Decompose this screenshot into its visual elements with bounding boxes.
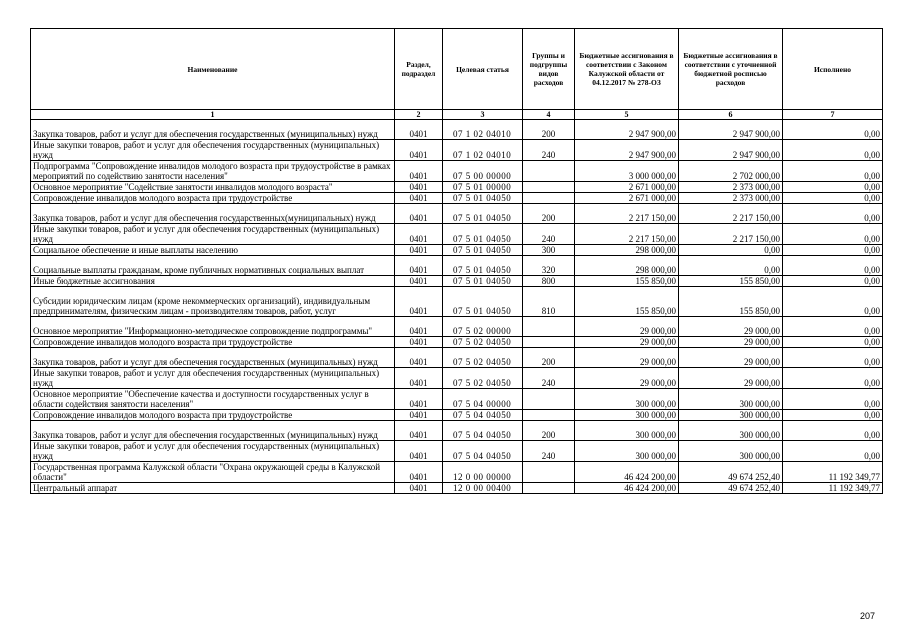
row-executed-cell: 0,00 (783, 317, 883, 337)
budget-execution-table (30, 28, 883, 494)
row-section-cell: 0401 (395, 287, 443, 317)
row-section-cell: 0401 (395, 317, 443, 337)
row-refined-allocation-cell: 2 373 000,00 (679, 182, 783, 193)
row-section-cell: 0401 (395, 483, 443, 494)
row-executed-cell: 0,00 (783, 140, 883, 161)
row-expense-group-cell: 320 (523, 256, 575, 276)
row-expense-group-cell: 200 (523, 421, 575, 441)
column-number: 7 (783, 110, 883, 120)
row-name-cell: Иные закупки товаров, работ и услуг для обеспечения государственных (муниципальных) нужд (31, 368, 395, 389)
row-law-allocation-cell: 2 217 150,00 (575, 204, 679, 224)
header-section: Раздел, подраздел (395, 29, 443, 110)
row-law-allocation-cell: 300 000,00 (575, 410, 679, 421)
row-section-cell: 0401 (395, 224, 443, 245)
row-executed-cell: 0,00 (783, 410, 883, 421)
table-row (31, 256, 883, 276)
row-target-article-cell: 07 5 00 00000 (443, 161, 523, 182)
row-executed-cell: 11 192 349,77 (783, 483, 883, 494)
row-target-article-cell: 07 5 01 04050 (443, 224, 523, 245)
table-row (31, 410, 883, 421)
row-section-cell: 0401 (395, 182, 443, 193)
row-target-article-cell: 07 5 04 00000 (443, 389, 523, 410)
row-name-cell: Иные закупки товаров, работ и услуг для обеспечения государственных (муниципальных) нужд (31, 441, 395, 462)
table-row (31, 368, 883, 389)
row-executed-cell: 11 192 349,77 (783, 462, 883, 483)
row-target-article-cell: 07 5 01 04050 (443, 287, 523, 317)
table-row (31, 483, 883, 494)
row-expense-group-cell (523, 193, 575, 204)
row-refined-allocation-cell: 155 850,00 (679, 276, 783, 287)
row-name-cell: Подпрограмма "Сопровождение инвалидов молодого возраста при трудоустройстве в рамках мероприятий по содействию занятости населения" (31, 161, 395, 182)
row-name-cell: Закупка товаров, работ и услуг для обеспечения государственных (муниципальных) нужд (31, 421, 395, 441)
row-name-cell: Сопровождение инвалидов молодого возраста при трудоустройстве (31, 193, 395, 204)
row-executed-cell: 0,00 (783, 245, 883, 256)
table-row (31, 421, 883, 441)
row-name-cell: Иные закупки товаров, работ и услуг для обеспечения государственных (муниципальных) нужд (31, 224, 395, 245)
row-executed-cell: 0,00 (783, 193, 883, 204)
row-law-allocation-cell: 2 671 000,00 (575, 193, 679, 204)
row-target-article-cell: 07 1 02 04010 (443, 120, 523, 140)
row-target-article-cell: 07 5 01 04050 (443, 276, 523, 287)
row-expense-group-cell: 200 (523, 120, 575, 140)
row-target-article-cell: 12 0 00 00400 (443, 483, 523, 494)
row-refined-allocation-cell: 300 000,00 (679, 441, 783, 462)
column-number: 5 (575, 110, 679, 120)
row-target-article-cell: 07 5 04 04050 (443, 410, 523, 421)
row-name-cell: Сопровождение инвалидов молодого возраста при трудоустройстве (31, 337, 395, 348)
row-target-article-cell: 07 5 01 04050 (443, 204, 523, 224)
header-name: Наименование (31, 29, 395, 110)
row-law-allocation-cell: 2 217 150,00 (575, 224, 679, 245)
row-law-allocation-cell: 2 947 900,00 (575, 120, 679, 140)
row-section-cell: 0401 (395, 389, 443, 410)
header-law-allocation: Бюджетные ассигнования в соответствии с Законом Калужской области от 04.12.2017 № 278-ОЗ (575, 29, 679, 110)
column-number: 3 (443, 110, 523, 120)
row-section-cell: 0401 (395, 161, 443, 182)
row-section-cell: 0401 (395, 140, 443, 161)
table-row (31, 348, 883, 368)
row-executed-cell: 0,00 (783, 287, 883, 317)
row-executed-cell: 0,00 (783, 441, 883, 462)
budget-table-sheet (30, 28, 882, 494)
row-executed-cell: 0,00 (783, 120, 883, 140)
row-refined-allocation-cell: 2 217 150,00 (679, 224, 783, 245)
table-body (31, 120, 883, 494)
row-executed-cell: 0,00 (783, 204, 883, 224)
header-executed: Исполнено (783, 29, 883, 110)
row-name-cell: Основное мероприятие "Содействие занятости инвалидов молодого возраста" (31, 182, 395, 193)
row-expense-group-cell: 240 (523, 140, 575, 161)
row-section-cell: 0401 (395, 245, 443, 256)
row-refined-allocation-cell: 0,00 (679, 256, 783, 276)
table-row (31, 389, 883, 410)
header-target-article: Целевая статья (443, 29, 523, 110)
row-target-article-cell: 07 5 02 04050 (443, 368, 523, 389)
row-name-cell: Иные бюджетные ассигнования (31, 276, 395, 287)
row-name-cell: Закупка товаров, работ и услуг для обеспечения государственных (муниципальных) нужд (31, 348, 395, 368)
table-row (31, 276, 883, 287)
row-law-allocation-cell: 298 000,00 (575, 245, 679, 256)
row-expense-group-cell (523, 317, 575, 337)
row-expense-group-cell: 240 (523, 224, 575, 245)
row-law-allocation-cell: 298 000,00 (575, 256, 679, 276)
row-refined-allocation-cell: 29 000,00 (679, 368, 783, 389)
row-expense-group-cell (523, 410, 575, 421)
row-law-allocation-cell: 29 000,00 (575, 368, 679, 389)
row-name-cell: Закупка товаров, работ и услуг для обеспечения государственных (муниципальных) нужд (31, 120, 395, 140)
header-row (31, 29, 883, 110)
table-row (31, 441, 883, 462)
row-refined-allocation-cell: 29 000,00 (679, 317, 783, 337)
table-row (31, 204, 883, 224)
row-target-article-cell: 07 5 02 04050 (443, 337, 523, 348)
table-row (31, 245, 883, 256)
column-number: 2 (395, 110, 443, 120)
row-refined-allocation-cell: 2 702 000,00 (679, 161, 783, 182)
row-target-article-cell: 07 5 04 04050 (443, 421, 523, 441)
table-row (31, 161, 883, 182)
row-executed-cell: 0,00 (783, 161, 883, 182)
row-section-cell: 0401 (395, 337, 443, 348)
row-refined-allocation-cell: 49 674 252,40 (679, 462, 783, 483)
row-expense-group-cell (523, 182, 575, 193)
table-row (31, 182, 883, 193)
row-law-allocation-cell: 300 000,00 (575, 441, 679, 462)
row-name-cell: Закупка товаров, работ и услуг для обеспечения государственных(муниципальных) нужд (31, 204, 395, 224)
row-target-article-cell: 07 5 02 04050 (443, 348, 523, 368)
row-expense-group-cell: 240 (523, 441, 575, 462)
row-refined-allocation-cell: 29 000,00 (679, 348, 783, 368)
row-expense-group-cell (523, 161, 575, 182)
column-number: 6 (679, 110, 783, 120)
row-section-cell: 0401 (395, 120, 443, 140)
row-target-article-cell: 07 5 01 04050 (443, 193, 523, 204)
row-name-cell: Социальное обеспечение и иные выплаты населению (31, 245, 395, 256)
row-name-cell: Центральный аппарат (31, 483, 395, 494)
row-expense-group-cell: 240 (523, 368, 575, 389)
row-executed-cell: 0,00 (783, 421, 883, 441)
row-law-allocation-cell: 300 000,00 (575, 389, 679, 410)
row-expense-group-cell (523, 462, 575, 483)
row-section-cell: 0401 (395, 410, 443, 421)
row-refined-allocation-cell: 300 000,00 (679, 410, 783, 421)
row-expense-group-cell: 800 (523, 276, 575, 287)
row-expense-group-cell (523, 389, 575, 410)
row-name-cell: Основное мероприятие "Информационно-методическое сопровождение подпрограммы" (31, 317, 395, 337)
row-name-cell: Социальные выплаты гражданам, кроме публичных нормативных социальных выплат (31, 256, 395, 276)
row-refined-allocation-cell: 2 947 900,00 (679, 140, 783, 161)
row-law-allocation-cell: 46 424 200,00 (575, 483, 679, 494)
row-expense-group-cell: 200 (523, 204, 575, 224)
row-expense-group-cell: 810 (523, 287, 575, 317)
table-row (31, 317, 883, 337)
row-name-cell: Субсидии юридическим лицам (кроме некоммерческих организаций), индивидуальным предпринимателям, физическим лицам - производителям товаров, работ, услуг (31, 287, 395, 317)
row-law-allocation-cell: 2 671 000,00 (575, 182, 679, 193)
row-section-cell: 0401 (395, 462, 443, 483)
row-expense-group-cell (523, 483, 575, 494)
row-executed-cell: 0,00 (783, 368, 883, 389)
row-law-allocation-cell: 155 850,00 (575, 276, 679, 287)
row-name-cell: Иные закупки товаров, работ и услуг для обеспечения государственных (муниципальных) нужд (31, 140, 395, 161)
page-number: 207 (859, 611, 875, 621)
column-number-row (31, 110, 883, 120)
row-refined-allocation-cell: 49 674 252,40 (679, 483, 783, 494)
row-target-article-cell: 07 5 01 04050 (443, 245, 523, 256)
table-row (31, 224, 883, 245)
row-law-allocation-cell: 300 000,00 (575, 421, 679, 441)
row-section-cell: 0401 (395, 368, 443, 389)
column-number: 4 (523, 110, 575, 120)
row-expense-group-cell: 200 (523, 348, 575, 368)
row-refined-allocation-cell: 2 947 900,00 (679, 120, 783, 140)
table-row (31, 337, 883, 348)
row-law-allocation-cell: 29 000,00 (575, 337, 679, 348)
row-name-cell: Сопровождение инвалидов молодого возраста при трудоустройстве (31, 410, 395, 421)
row-name-cell: Государственная программа Калужской области "Охрана окружающей среды в Калужской области" (31, 462, 395, 483)
row-section-cell: 0401 (395, 256, 443, 276)
row-law-allocation-cell: 155 850,00 (575, 287, 679, 317)
row-target-article-cell: 12 0 00 00000 (443, 462, 523, 483)
row-target-article-cell: 07 5 04 04050 (443, 441, 523, 462)
row-refined-allocation-cell: 0,00 (679, 245, 783, 256)
table-row (31, 287, 883, 317)
row-section-cell: 0401 (395, 276, 443, 287)
row-target-article-cell: 07 5 02 00000 (443, 317, 523, 337)
row-refined-allocation-cell: 300 000,00 (679, 389, 783, 410)
row-refined-allocation-cell: 29 000,00 (679, 337, 783, 348)
row-name-cell: Основное мероприятие "Обеспечение качества и доступности государственных услуг в области содействия занятости населения" (31, 389, 395, 410)
header-expense-group: Группы и подгруппы видов расходов (523, 29, 575, 110)
table-row (31, 120, 883, 140)
row-refined-allocation-cell: 2 373 000,00 (679, 193, 783, 204)
row-executed-cell: 0,00 (783, 337, 883, 348)
row-executed-cell: 0,00 (783, 256, 883, 276)
row-refined-allocation-cell: 155 850,00 (679, 287, 783, 317)
row-section-cell: 0401 (395, 193, 443, 204)
row-executed-cell: 0,00 (783, 182, 883, 193)
row-target-article-cell: 07 1 02 04010 (443, 140, 523, 161)
row-refined-allocation-cell: 300 000,00 (679, 421, 783, 441)
row-law-allocation-cell: 2 947 900,00 (575, 140, 679, 161)
header-refined-allocation: Бюджетные ассигнования в соответствии с уточненной бюджетной росписью расходов (679, 29, 783, 110)
row-expense-group-cell (523, 337, 575, 348)
row-expense-group-cell: 300 (523, 245, 575, 256)
table-row (31, 140, 883, 161)
row-section-cell: 0401 (395, 441, 443, 462)
row-executed-cell: 0,00 (783, 389, 883, 410)
row-law-allocation-cell: 46 424 200,00 (575, 462, 679, 483)
column-number: 1 (31, 110, 395, 120)
row-section-cell: 0401 (395, 348, 443, 368)
row-refined-allocation-cell: 2 217 150,00 (679, 204, 783, 224)
row-section-cell: 0401 (395, 204, 443, 224)
row-law-allocation-cell: 29 000,00 (575, 348, 679, 368)
row-target-article-cell: 07 5 01 04050 (443, 256, 523, 276)
row-target-article-cell: 07 5 01 00000 (443, 182, 523, 193)
table-row (31, 193, 883, 204)
table-row (31, 462, 883, 483)
row-law-allocation-cell: 29 000,00 (575, 317, 679, 337)
row-executed-cell: 0,00 (783, 348, 883, 368)
row-executed-cell: 0,00 (783, 224, 883, 245)
row-section-cell: 0401 (395, 421, 443, 441)
row-executed-cell: 0,00 (783, 276, 883, 287)
row-law-allocation-cell: 3 000 000,00 (575, 161, 679, 182)
